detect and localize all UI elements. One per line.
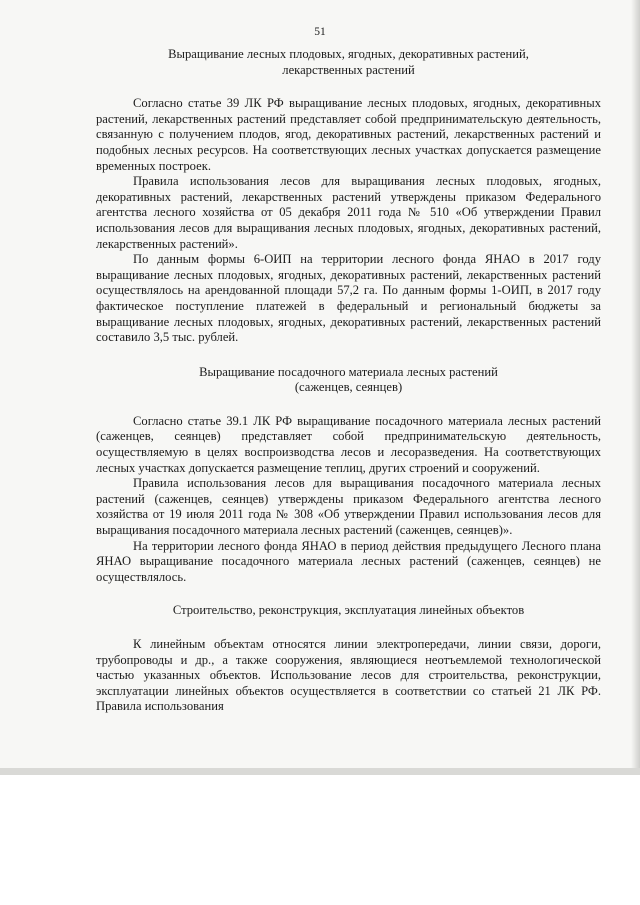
section-title-line: Строительство, реконструкция, эксплуатация линейных объектов	[172, 603, 525, 618]
page-number: 51	[314, 26, 326, 38]
section-title-line: (саженцев, сеянцев)	[294, 380, 403, 395]
paragraph: Согласно статье 39.1 ЛК РФ выращивание посадочного материала лесных растений (саженцев, сеянцев) представляет собой предпринимательскую деятельность, осуществляемую в целях воспроизводства лесов и лесоразведения. На соответствующих лесных участках допускается размещение теплиц, других строений и сооружений.	[96, 413, 601, 475]
scan-edge-bottom	[0, 768, 640, 775]
paragraph: По данным формы 6-ОИП на территории лесного фонда ЯНАО в 2017 году выращивание лесных плодовых, ягодных, декоративных растений, лекарственных растений осуществлялось на арендованной площади 57,2 га. По данным формы 1-ОИП, в 2017 году фактическое поступление платежей в федеральный и региональный бюджеты за выращивание лесных плодовых, ягодных, декоративных растений, лекарственных растений составило 3,5 тыс. рублей.	[96, 252, 601, 345]
section-title-line: лекарственных растений	[282, 62, 415, 77]
document-body	[96, 47, 601, 715]
paragraph: Согласно статье 39 ЛК РФ выращивание лесных плодовых, ягодных, декоративных растений, лекарственных растений представляет собой предпринимательскую деятельность, связанную с получением плодов, ягод, декоративных растений, лекарственных растений и подобных лесных ресурсов. На соответствующих лесных участках допускается размещение временных построек.	[96, 96, 601, 173]
section-title-fruit-berry-plants	[96, 47, 601, 78]
section-title-line: Выращивание лесных плодовых, ягодных, декоративных растений,	[168, 47, 529, 61]
scan-edge-right	[631, 0, 640, 775]
paragraph: Правила использования лесов для выращивания посадочного материала лесных растений (саженцев, сеянцев) утверждены приказом Федерального агентства лесного хозяйства от 19 июля 2011 года № 308 «Об утверждении Правил использования лесов для выращивания посадочного материала лесных растений (саженцев, сеянцев)».	[96, 476, 601, 538]
paragraph: Правила использования лесов для выращивания лесных плодовых, ягодных, декоративных растений, лекарственных растений утверждены приказом Федерального агентства лесного хозяйства от 05 декабря 2011 года № 510 «Об утверждении Правил использования лесов для выращивания лесных плодовых, ягодных, декоративных растений, лекарственных растений».	[96, 174, 601, 251]
paragraph: На территории лесного фонда ЯНАО в период действия предыдущего Лесного плана ЯНАО выращивание посадочного материала лесных растений (саженцев, сеянцев) не осуществлялось.	[96, 538, 601, 584]
section-title-line: Выращивание посадочного материала лесных растений	[199, 364, 498, 379]
section-title-linear-objects	[96, 603, 601, 619]
paragraph: К линейным объектам относятся линии электропередачи, линии связи, дороги, трубопроводы и др., а также сооружения, являющиеся неотъемлемой технологической частью указанных объектов. Использование лесов для строительства, реконструкции, эксплуатации линейных объектов осуществляется в соответствии со статьей 21 ЛК РФ. Правила использования	[96, 637, 601, 714]
section-title-planting-material	[96, 365, 601, 396]
